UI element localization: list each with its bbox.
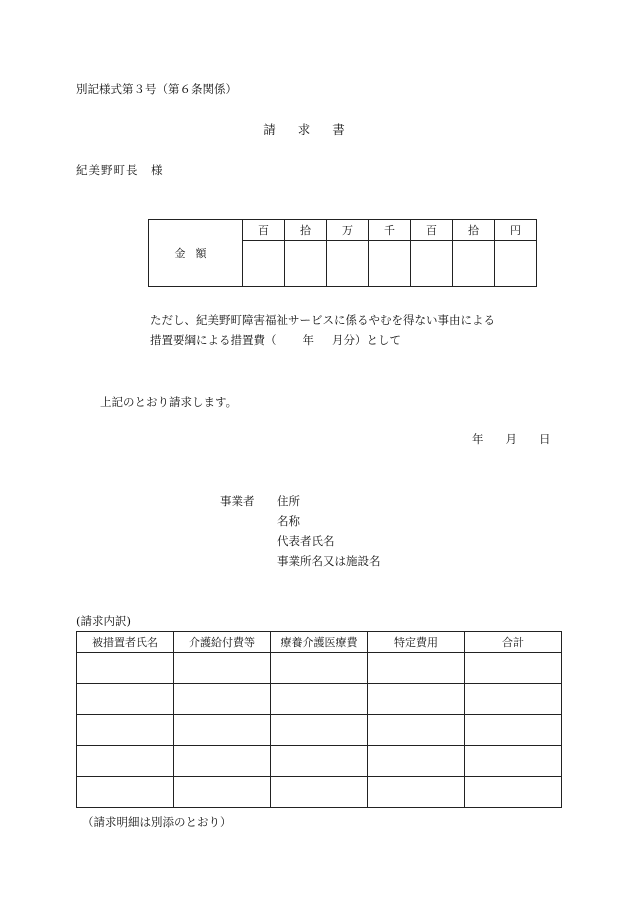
table-cell[interactable]: [174, 746, 271, 777]
table-cell[interactable]: [368, 715, 465, 746]
amount-label: 金額: [149, 220, 243, 287]
table-cell[interactable]: [271, 715, 368, 746]
table-cell[interactable]: [465, 746, 562, 777]
table-row: [77, 715, 562, 746]
table-cell[interactable]: [271, 653, 368, 684]
business-office-label: 事業所名又は施設名: [277, 554, 381, 568]
breakdown-table: [76, 631, 562, 808]
amount-digit-cell[interactable]: [369, 241, 411, 287]
note-month: 月分）として: [332, 333, 401, 347]
note-line-2-prefix: 措置要綱による措置費（: [150, 333, 277, 347]
table-cell[interactable]: [174, 777, 271, 808]
table-cell[interactable]: [77, 715, 174, 746]
table-cell[interactable]: [271, 746, 368, 777]
amount-table: [148, 219, 537, 287]
amount-unit-juu-man: 拾: [285, 220, 327, 241]
business-representative-label: 代表者氏名: [277, 534, 335, 548]
amount-unit-sen: 千: [369, 220, 411, 241]
table-row: [77, 684, 562, 715]
amount-unit-en: 円: [495, 220, 537, 241]
table-row: [77, 653, 562, 684]
table-cell[interactable]: [174, 653, 271, 684]
table-cell[interactable]: [465, 777, 562, 808]
header-total: 合計: [465, 632, 562, 653]
request-statement: 上記のとおり請求します。: [100, 395, 238, 409]
note-line-2: [150, 335, 401, 347]
table-cell[interactable]: [465, 684, 562, 715]
table-cell[interactable]: [174, 715, 271, 746]
table-cell[interactable]: [465, 715, 562, 746]
table-cell[interactable]: [368, 777, 465, 808]
amount-digit-cell[interactable]: [495, 241, 537, 287]
table-cell[interactable]: [368, 653, 465, 684]
table-cell[interactable]: [77, 746, 174, 777]
note-line-1: ただし、紀美野町障害福祉サービスに係るやむを得ない事由による: [150, 313, 495, 327]
table-row: [77, 746, 562, 777]
note-year: 年: [302, 333, 314, 347]
breakdown-title: (請求内訳): [76, 614, 131, 628]
table-cell[interactable]: [465, 653, 562, 684]
date-month: 月: [505, 432, 517, 446]
table-cell[interactable]: [368, 746, 465, 777]
date-day: 日: [539, 432, 551, 446]
table-cell[interactable]: [77, 684, 174, 715]
header-specific-cost: 特定費用: [368, 632, 465, 653]
header-medical-care: 療養介護医療費: [271, 632, 368, 653]
amount-digit-cell[interactable]: [327, 241, 369, 287]
amount-digit-cell[interactable]: [453, 241, 495, 287]
addressee: 紀美野町長 様: [76, 163, 164, 177]
table-cell[interactable]: [77, 777, 174, 808]
amount-unit-hyaku-man: 百: [243, 220, 285, 241]
table-cell[interactable]: [271, 684, 368, 715]
amount-unit-juu: 拾: [453, 220, 495, 241]
table-cell[interactable]: [174, 684, 271, 715]
date-year: 年: [472, 432, 484, 446]
amount-digit-cell[interactable]: [285, 241, 327, 287]
breakdown-footnote: （請求明細は別添のとおり）: [82, 815, 232, 829]
business-address-label: 住所: [277, 494, 300, 508]
date-line: [472, 434, 551, 446]
table-cell[interactable]: [271, 777, 368, 808]
table-cell[interactable]: [368, 684, 465, 715]
table-cell[interactable]: [77, 653, 174, 684]
business-label: 事業者: [220, 494, 255, 508]
form-number: 別記様式第３号（第６条関係）: [76, 82, 237, 96]
header-care-benefit: 介護給付費等: [174, 632, 271, 653]
amount-unit-hyaku: 百: [411, 220, 453, 241]
business-name-label: 名称: [277, 514, 300, 528]
table-row: [77, 777, 562, 808]
amount-digit-cell[interactable]: [243, 241, 285, 287]
header-recipient-name: 被措置者氏名: [77, 632, 174, 653]
amount-digit-cell[interactable]: [411, 241, 453, 287]
amount-unit-man: 万: [327, 220, 369, 241]
document-title: 請求書: [263, 122, 367, 137]
